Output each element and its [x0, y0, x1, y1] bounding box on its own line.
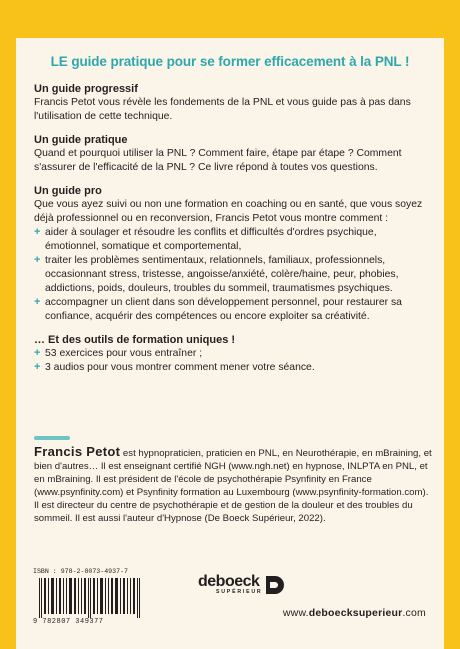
bullet-text: accompagner un client dans son développement personnel, pour restaurer sa confiance, acquérir des compétences ou encore exploiter sa créativité. [45, 297, 402, 322]
logo-subtitle: SUPÉRIEUR [216, 589, 263, 595]
section-title: Un guide pratique [34, 134, 128, 146]
section-body: Francis Petot vous révèle les fondements de la PNL et vous guide pas à pas dans l'utilisation de cette technique. [34, 97, 411, 122]
logo-wordmark: deboeck [198, 573, 260, 590]
bullet-text: 53 exercices pour vous entraîner ; [45, 348, 203, 359]
isbn: ISBN : 978-2-8073-4937-7 [33, 568, 128, 575]
plus-icon: + [34, 361, 41, 373]
headline: LE guide pratique pour se former efficacement à la PNL ! [50, 54, 410, 69]
bullet-text: aider à soulager et résoudre les conflits et difficultés d'ordres psychique, émotionnel, somatique et comportemental, [45, 227, 377, 252]
accent-bar [34, 436, 70, 440]
back-cover [16, 38, 444, 649]
author-name: Francis Petot [34, 444, 121, 459]
section-body: Quand et pourquoi utiliser la PNL ? Comment faire, étape par étape ? Comment s'assurer de l'efficacité de la PNL ? Ce livre répond à toutes vos questions. [34, 148, 402, 173]
author-bio-text: est hypnopraticien, praticien en PNL, en Neurothérapie, en mBraining, et bien d'autres… Il est enseignant certifié NGH (www.ngh.net) en hypnose, INLPTA en PNL, et en mBraining. Il est président de l'école de psychothérapie Psynfinity en France (www.psynfinity.com) et Psynfinity formation au Luxembourg (www.psynfinity-formation.com). Il est directeur du centre de psychothérapie et de gestion de la douleur et des troubles du sommeil. Il est aussi l'auteur d'Hypnose (De Boeck Supérieur, 2022). [34, 448, 432, 524]
section-title: Un guide progressif [34, 83, 138, 95]
website-suffix: .com [402, 607, 426, 619]
tools-bullet-list [34, 347, 430, 375]
deboeck-d-icon [264, 574, 286, 596]
bullet-text: 3 audios pour vous montrer comment mener votre séance. [45, 362, 315, 373]
barcode [33, 568, 148, 626]
publisher-logo [198, 573, 293, 603]
list-item [34, 226, 430, 254]
barcode-number: 9 782807 349377 [33, 618, 104, 626]
list-item [34, 254, 430, 296]
plus-icon: + [34, 254, 41, 266]
plus-icon: + [34, 296, 41, 308]
description [34, 82, 430, 375]
pro-bullet-list [34, 226, 430, 324]
website-prefix: www. [282, 607, 309, 619]
section-title: Un guide pro [34, 185, 102, 197]
list-item [34, 347, 430, 361]
barcode-bars [33, 578, 148, 618]
section-title: … Et des outils de formation uniques ! [34, 334, 236, 346]
author-bio [34, 445, 432, 525]
list-item [34, 296, 430, 324]
list-item [34, 361, 430, 375]
publisher-website[interactable] [283, 607, 426, 619]
plus-icon: + [34, 226, 41, 238]
bullet-text: traiter les problèmes sentimentaux, relationnels, familiaux, professionnels, occasionnant stress, tristesse, angoisse/anxiété, colère/haine, peur, phobies, addictions, poids, douleurs, troubles du sommeil, traumatismes psychiques. [45, 255, 399, 294]
plus-icon: + [34, 347, 41, 359]
section-intro: Que vous ayez suivi ou non une formation en coaching ou en santé, que vous soyez déjà professionnel ou en reconversion, Francis Petot vous montre comment : [34, 199, 423, 224]
website-name: deboecksuperieur [308, 607, 403, 619]
